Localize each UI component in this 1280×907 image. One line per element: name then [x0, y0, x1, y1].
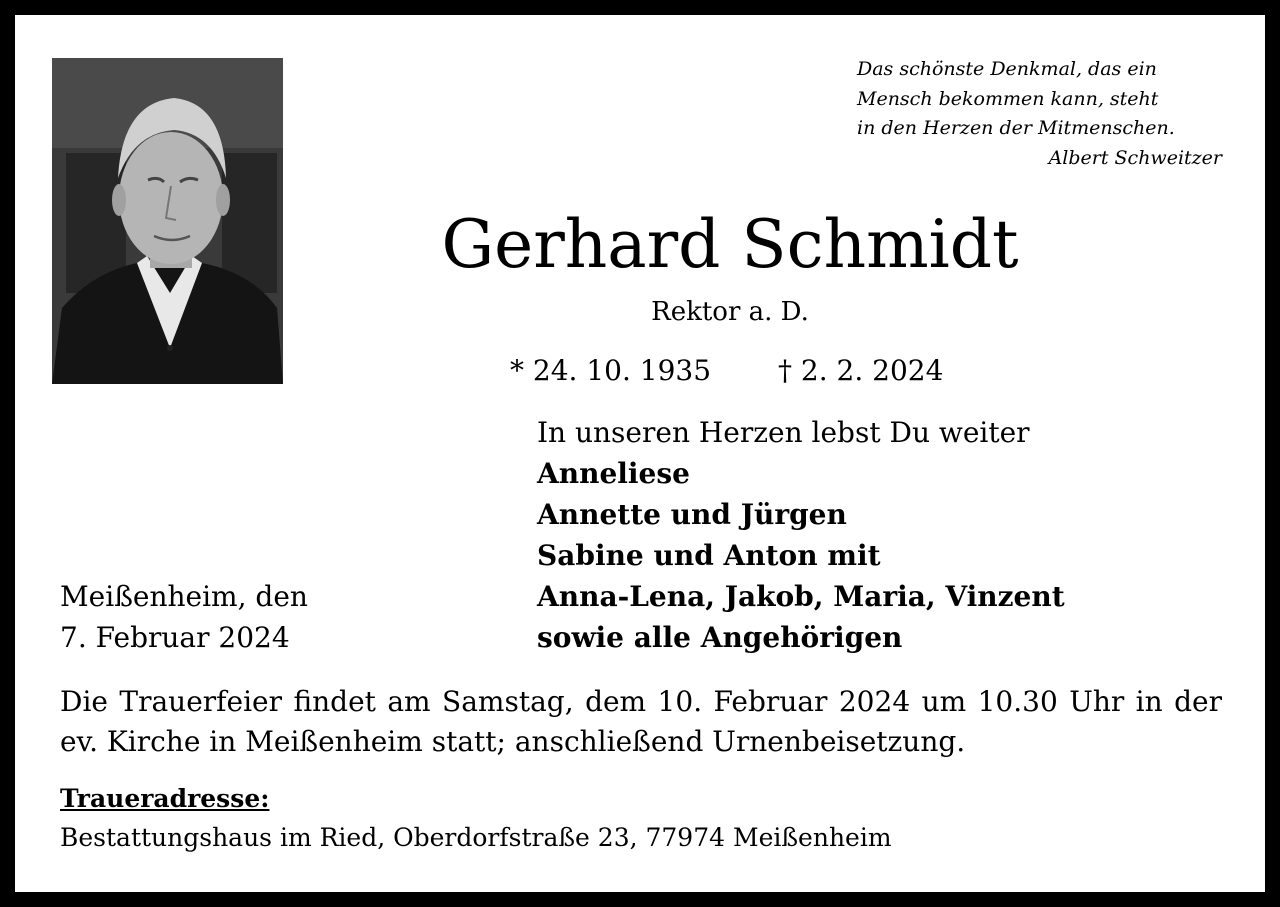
place: Meißenheim, den [60, 580, 308, 613]
deceased-name: Gerhard Schmidt [441, 206, 1019, 283]
family-member: Annette und Jürgen [537, 498, 847, 531]
death-date: † 2. 2. 2024 [778, 354, 944, 387]
family-member: Sabine und Anton mit [537, 539, 881, 572]
address-heading: Traueradresse: [60, 784, 270, 813]
ceremony-info: Die Trauerfeier findet am Samstag, dem 10. Februar 2024 um 10.30 Uhr in der ev. Kirche in Meißenheim statt; anschließend Urnenbeisetzung. [60, 685, 1222, 758]
birth-date: * 24. 10. 1935 [510, 354, 712, 387]
notice-date: 7. Februar 2024 [60, 621, 290, 654]
place-date [60, 576, 308, 658]
quote-block [857, 55, 1227, 173]
family-member: Anneliese [537, 457, 690, 490]
deceased-title: Rektor a. D. [651, 297, 809, 327]
quote-line: in den Herzen der Mitmenschen. [857, 117, 1175, 139]
family-list [537, 412, 1065, 658]
address-text: Bestattungshaus im Ried, Oberdorfstraße 23, 77974 Meißenheim [60, 823, 892, 852]
quote-author: Albert Schweitzer [1048, 146, 1222, 169]
quote-line: Das schönste Denkmal, das ein [857, 58, 1157, 80]
quote-line: Mensch bekommen kann, steht [857, 87, 1159, 110]
portrait-photo [52, 58, 283, 384]
family-lead: In unseren Herzen lebst Du weiter [537, 416, 1030, 449]
family-member: Anna-Lena, Jakob, Maria, Vinzent [537, 580, 1065, 613]
family-member: sowie alle Angehörigen [537, 621, 903, 654]
